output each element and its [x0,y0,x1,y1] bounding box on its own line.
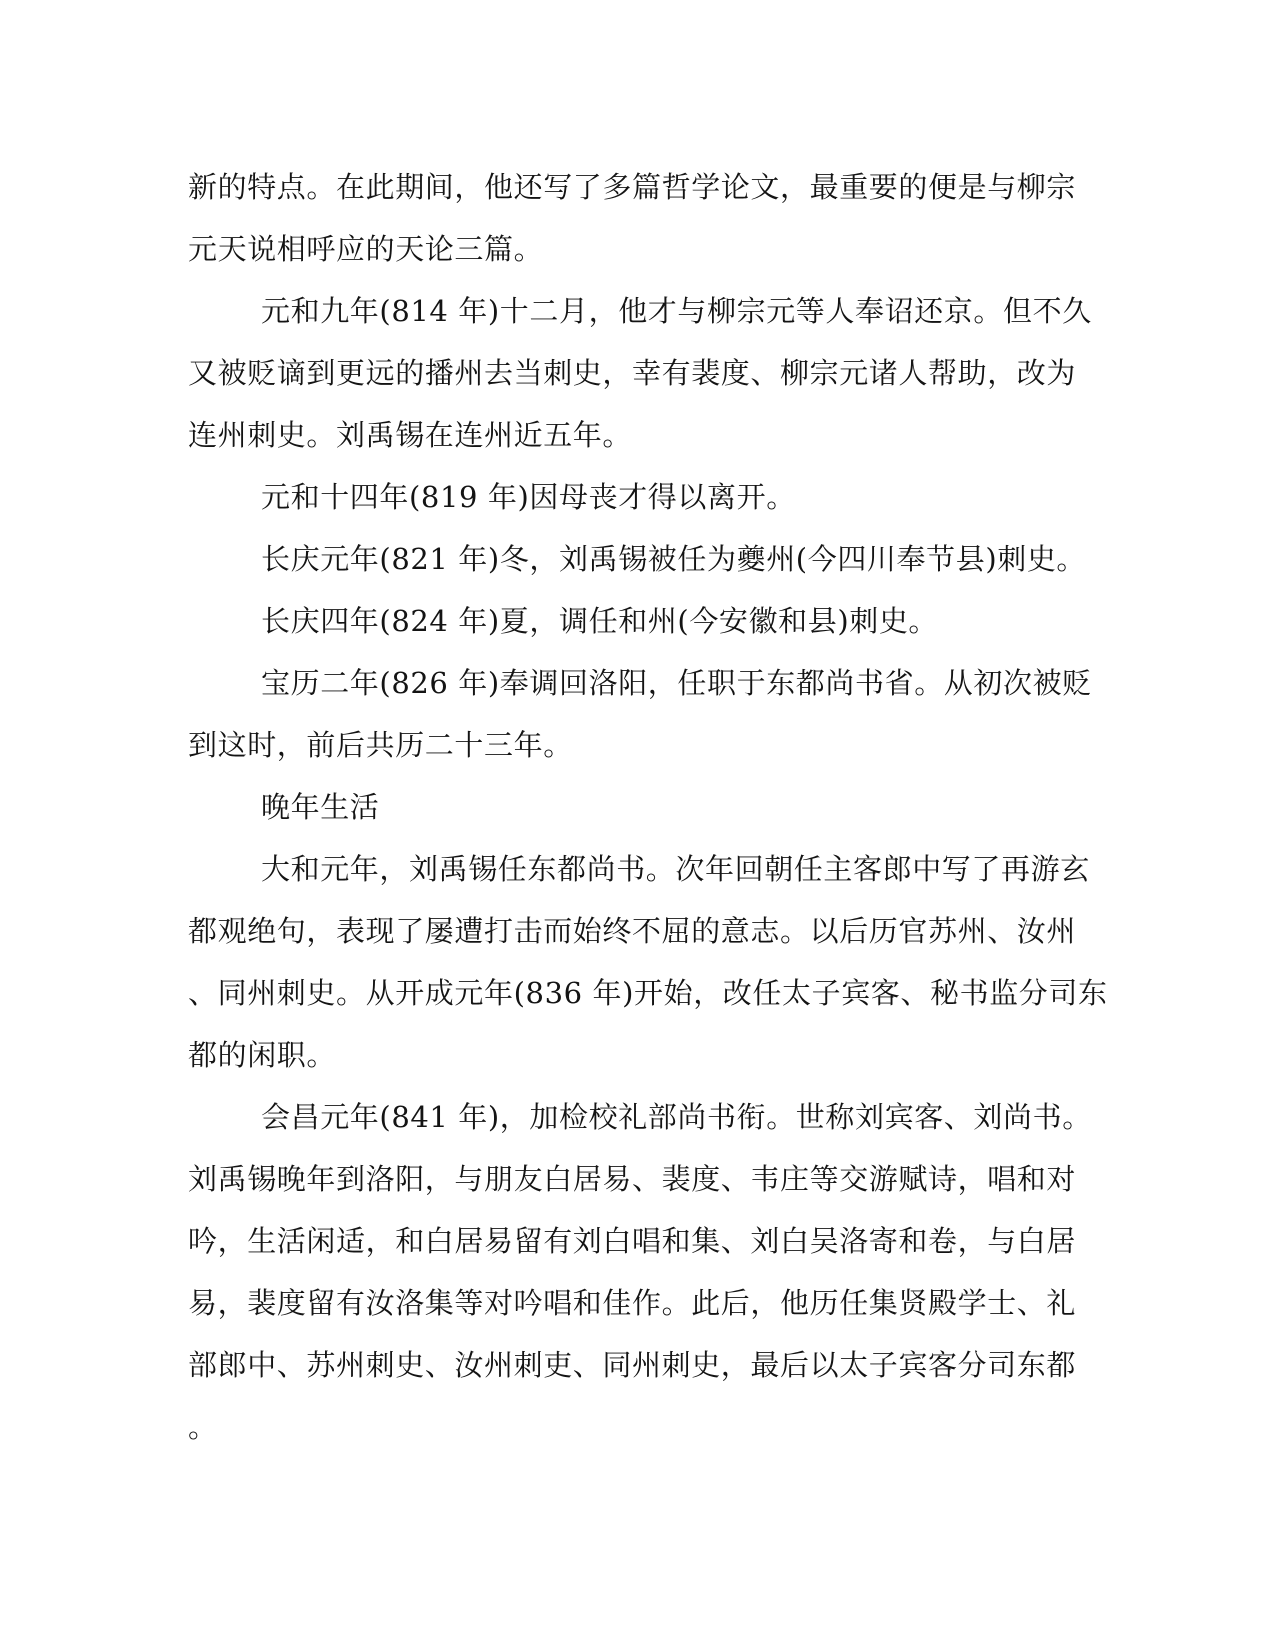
text-line: 晚年生活 [261,790,380,824]
text-line: 大和元年，刘禹锡任东都尚书。次年回朝任主客郎中写了再游玄 [261,852,1090,886]
text-line: 到这时，前后共历二十三年。 [188,728,573,762]
text-line: 长庆四年(824 年)夏，调任和州(今安徽和县)刺史。 [261,604,939,638]
paragraph-continuation [188,156,1077,280]
document-body [188,156,1108,1458]
text-line: 又被贬谪到更远的播州去当刺史，幸有裴度、柳宗元诸人帮助，改为 [188,356,1077,390]
section-heading [188,776,1077,838]
text-line: 易，裴度留有汝洛集等对吟唱和佳作。此后，他历任集贤殿学士、礼 [188,1286,1077,1320]
paragraph [188,528,1087,590]
text-line: 、同州刺史。从开成元年(836 年)开始，改任太子宾客、秘书监分司东 [188,976,1108,1010]
text-line: 都观绝句，表现了屡遭打击而始终不屈的意志。以后历官苏州、汝州 [188,914,1077,948]
paragraph [188,1086,1092,1458]
text-line: 吟，生活闲适，和白居易留有刘白唱和集、刘白吴洛寄和卷，与白居 [188,1224,1077,1258]
text-line: 都的闲职。 [188,1038,337,1072]
paragraph [188,838,1108,1086]
text-line: 。 [188,1410,218,1444]
paragraph [188,652,1092,776]
text-line: 刘禹锡晚年到洛阳，与朋友白居易、裴度、韦庄等交游赋诗，唱和对 [188,1162,1077,1196]
text-line: 元和九年(814 年)十二月，他才与柳宗元等人奉诏还京。但不久 [261,294,1092,328]
text-line: 连州刺史。刘禹锡在连州近五年。 [188,418,633,452]
text-line: 宝历二年(826 年)奉调回洛阳，任职于东都尚书省。从初次被贬 [261,666,1092,700]
paragraph [188,466,1077,528]
text-line: 会昌元年(841 年)，加检校礼部尚书衔。世称刘宾客、刘尚书。 [261,1100,1092,1134]
paragraph [188,280,1092,466]
paragraph [188,590,1077,652]
text-line: 新的特点。在此期间，他还写了多篇哲学论文，最重要的便是与柳宗 [188,170,1077,204]
text-line: 长庆元年(821 年)冬，刘禹锡被任为夔州(今四川奉节县)刺史。 [261,542,1087,576]
text-line: 部郎中、苏州刺史、汝州刺吏、同州刺史，最后以太子宾客分司东都 [188,1348,1077,1382]
text-line: 元和十四年(819 年)因母丧才得以离开。 [261,480,796,514]
text-line: 元天说相呼应的天论三篇。 [188,232,544,266]
